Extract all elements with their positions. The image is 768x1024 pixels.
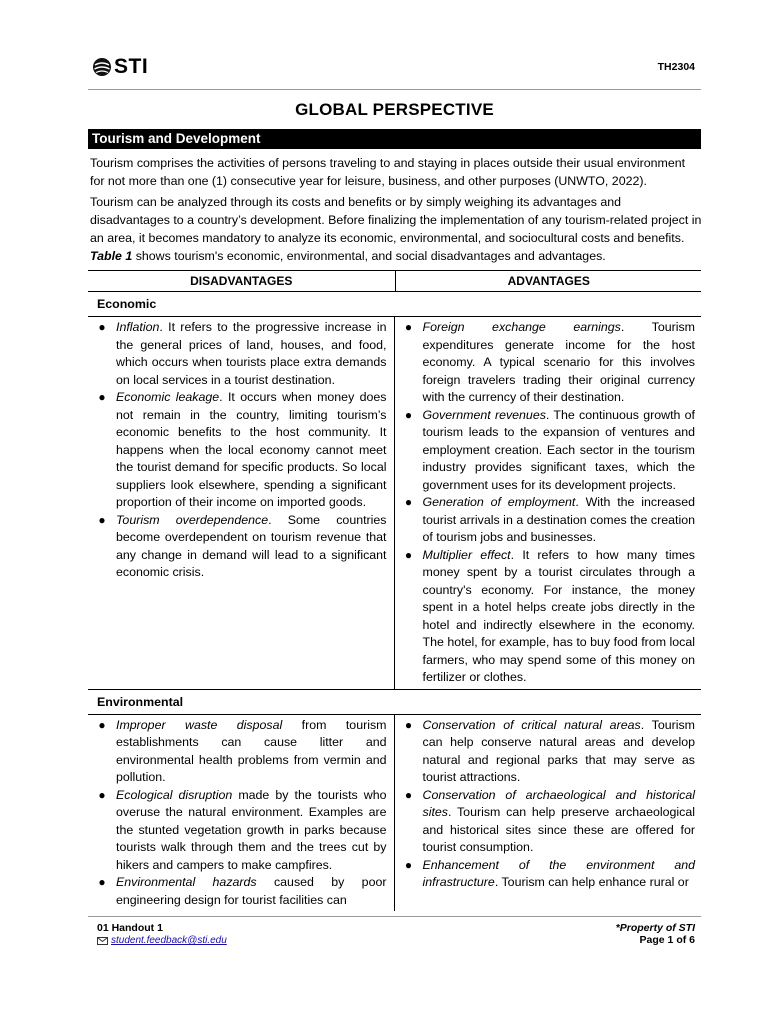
category-economic: Economic xyxy=(88,292,701,317)
item-text: Tourism expenditures generate income for the host economy. A typical scenario for this involves foreign travelers trading their original currency with the currency of their destination. xyxy=(422,320,695,404)
item-text: The continuous growth of tourism leads to the expansion of ventures and employment creation. Each sector in the tourism industry provides significant taxes, which the government uses for its development projects. xyxy=(422,407,695,492)
list-item: ● Foreign exchange earnings. Tourism expenditures generate income for the host economy. A typical scenario for this involves foreign travelers trading their original currency with the currency of their destination. xyxy=(404,320,695,404)
list-item: ● Environmental hazards caused by poor engineering design for tourist facilities can xyxy=(98,875,387,907)
table-row-environmental xyxy=(88,715,701,912)
footer-divider xyxy=(88,916,701,917)
item-text: With the increased tourist arrivals in a destination comes the creation of tourism jobs and businesses. xyxy=(422,495,695,544)
item-text: Tourism can help preserve archaeological and historical sites since these are offered for tourist consumption. xyxy=(422,805,695,854)
item-text: Tourism can help conserve natural areas and develop natural and regional parks that may serve as tourist attractions. xyxy=(422,717,695,784)
environmental-disadvantages xyxy=(88,715,395,912)
analysis-paragraph xyxy=(90,193,702,265)
header-divider xyxy=(88,89,701,90)
intro-paragraph: Tourism comprises the activities of persons traveling to and staying in places outside their usual environment for not more than one (1) consecutive year for leisure, business, and other purposes (UNWTO, 2022). xyxy=(90,156,686,188)
item-term: Generation of employment xyxy=(422,495,576,509)
list-item: ● Inflation. It refers to the progressive increase in the general prices of land, houses, and food, which occurs when tourists place extra demands on local services in a tourist destination. xyxy=(98,320,387,387)
handout-label: 01 Handout 1 xyxy=(97,922,163,934)
item-term: Enhancement of the environment and infrastructure xyxy=(422,857,695,889)
item-term: Conservation of archaeological and historical sites xyxy=(422,787,695,819)
table-row-economic xyxy=(88,317,701,690)
list-item: ● Multiplier effect. It refers to how many times money spent by a tourist circulates through a country's economy. For instance, the money spent in a hotel helps create jobs directly in the hotel and indirectly elsewhere in the economy. The hotel, for example, has to buy food from local farmers, who may spend some of this money on fertilizer or clothes. xyxy=(404,547,695,684)
list-item: ● Enhancement of the environment and infrastructure. Tourism can help enhance rural or xyxy=(404,857,695,889)
item-term: Tourism overdependence xyxy=(116,512,269,527)
envelope-icon xyxy=(97,937,108,945)
item-text: made by the tourists who overuse the natural environment. Examples are the stunted vegetation growth in parks because tourists walk through them and the trees cut by hikers and campers to make campfires. xyxy=(116,787,387,872)
item-text: Some countries become overdependent on tourism revenue that any change in demand will lead to a significant economic crisis. xyxy=(116,512,387,579)
page-number: Page 1 of 6 xyxy=(639,934,695,946)
email-line xyxy=(97,935,227,946)
item-term: Government revenues xyxy=(422,407,546,422)
environmental-advantages xyxy=(395,715,702,912)
header-advantages: ADVANTAGES xyxy=(507,274,590,288)
economic-disadvantages xyxy=(88,317,395,689)
item-text: It occurs when money does not remain in the country, limiting tourism’s economic benefits to the host community. It happens when the local economy cannot meet the tourist demand for specific products. So local suppliers look elsewhere, spending a significant proportion of their income on imported goods. xyxy=(116,390,387,509)
list-item: ● Improper waste disposal from tourism establishments can cause litter and environmental health problems from vermin and pollution. xyxy=(98,717,387,784)
document-code: TH2304 xyxy=(657,61,695,73)
list-item: ● Tourism overdependence. Some countries become overdependent on tourism revenue that any change in demand will lead to a significant economic crisis. xyxy=(98,512,387,579)
economic-advantages xyxy=(395,317,702,689)
section-heading: Tourism and Development xyxy=(88,129,701,149)
page-title: GLOBAL PERSPECTIVE xyxy=(295,100,494,119)
list-item: ● Conservation of archaeological and historical sites. Tourism can help preserve archaeological and historical sites since these are offered for tourist consumption. xyxy=(404,787,695,854)
item-term: Ecological disruption xyxy=(116,787,233,802)
list-item: ● Ecological disruption made by the tourists who overuse the natural environment. Examples are the stunted vegetation growth in parks because tourists walk through them and the trees cut by hikers and campers to make campfires. xyxy=(98,787,387,872)
category-environmental: Environmental xyxy=(88,690,701,715)
item-term: Inflation xyxy=(116,320,160,334)
item-text: from tourism establishments can cause litter and environmental health problems from vermin and pollution. xyxy=(116,717,387,784)
footer-left xyxy=(97,922,227,946)
logo-text: STI xyxy=(114,55,149,78)
feedback-email-link[interactable]: student.feedback@sti.edu xyxy=(111,935,227,946)
globe-logo-icon xyxy=(92,57,112,77)
item-text: Tourism can help enhance rural or xyxy=(501,875,689,889)
item-term: Environmental hazards xyxy=(116,875,257,889)
item-text: caused by poor engineering design for tourist facilities can xyxy=(116,875,387,907)
table-header xyxy=(88,270,701,292)
list-item: ● Conservation of critical natural areas. Tourism can help conserve natural areas and develop natural and regional parks that may serve as tourist attractions. xyxy=(404,717,695,784)
sti-logo xyxy=(92,55,148,79)
item-term: Economic leakage xyxy=(116,390,220,404)
property-label: *Property of STI xyxy=(615,922,695,934)
item-term: Improper waste disposal xyxy=(116,717,283,732)
item-term: Multiplier effect xyxy=(422,547,511,562)
list-item: ● Economic leakage. It occurs when money does not remain in the country, limiting tourism’s economic benefits to the host community. It happens when the local economy cannot meet the tourist demand for specific products. So local suppliers look elsewhere, spending a significant proportion of their income on imported goods. xyxy=(98,390,387,509)
analysis-paragraph-start: Tourism can be analyzed through its costs and benefits or by simply weighing its advantages and disadvantages to a country’s development. Before finalizing the implementation of any tourism-related project in an area, it becomes mandatory to analyze its economic, environmental, and sociocultural costs and benefits. xyxy=(90,195,702,245)
item-text: It refers to the progressive increase in the general prices of land, houses, and food, which occurs when tourists place extra demands on local services in a tourist destination. xyxy=(116,320,387,387)
table-reference: Table 1 xyxy=(90,249,133,263)
list-item: ● Government revenues. The continuous growth of tourism leads to the expansion of ventures and employment creation. Each sector in the tourism industry provides significant taxes, which the government uses for its development projects. xyxy=(404,407,695,492)
item-term: Conservation of critical natural areas xyxy=(422,717,641,732)
header-disadvantages: DISADVANTAGES xyxy=(88,271,396,291)
item-term: Foreign exchange earnings xyxy=(422,320,621,334)
advantages-table xyxy=(88,270,701,911)
footer-right xyxy=(616,922,695,946)
analysis-paragraph-end: shows tourism's economic, environmental, and social disadvantages and advantages. xyxy=(132,249,606,263)
list-item: ● Generation of employment. With the increased tourist arrivals in a destination comes the creation of tourism jobs and businesses. xyxy=(404,495,695,544)
item-text: It refers to how many times money spent by a tourist circulates through a country's economy. For instance, the money spent in a hotel helps create jobs directly in the hotel and indirectly elsewhere in the economy. The hotel, for example, has to buy food from local farmers, who may spend some of this money on fertilizer or clothes. xyxy=(422,547,695,684)
